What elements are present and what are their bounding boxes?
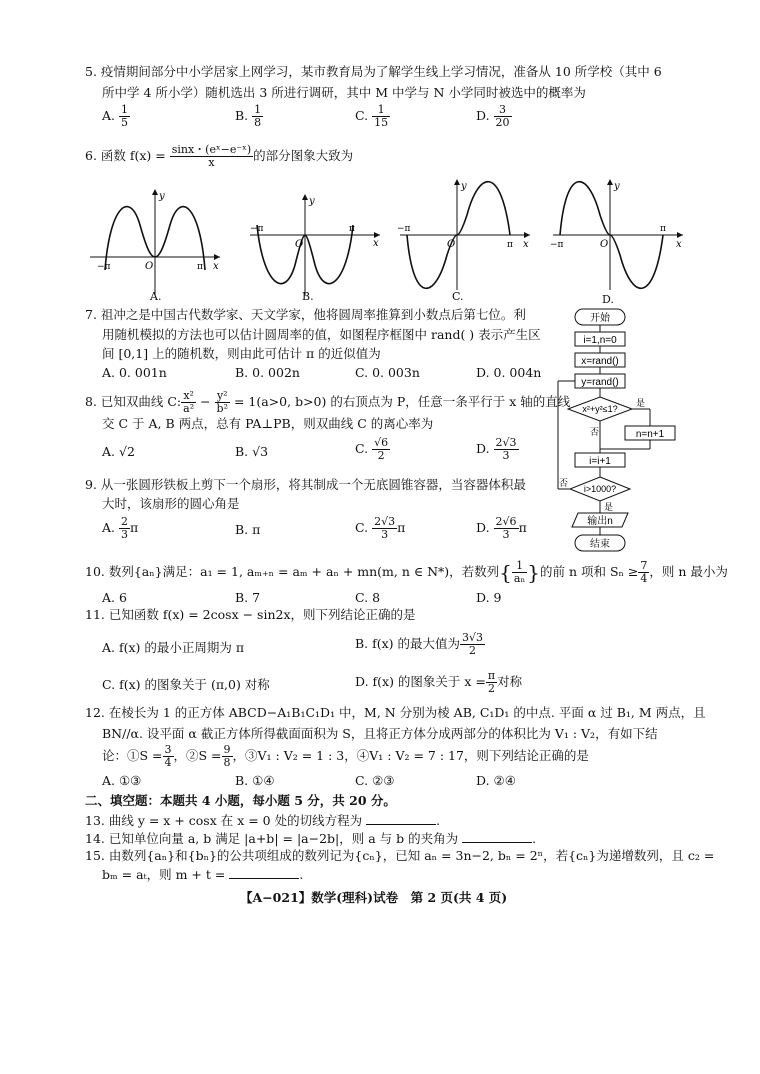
graph-d-label: D. (602, 293, 614, 306)
q12-option-b: B. ①④ (235, 773, 275, 788)
q8-line2: 交 C 于 A, B 两点，总有 PA⊥PB，则双曲线 C 的离心率为 (102, 416, 434, 431)
svg-text:y: y (159, 191, 165, 202)
svg-text:−π: −π (397, 224, 411, 234)
svg-text:否: 否 (559, 478, 569, 488)
q12-line1: 12. 在棱长为 1 的正方体 ABCD−A₁B₁C₁D₁ 中，M, N 分别为棱 AB, C₁D₁ 的中点. 平面 α 过 B₁, M 两点，且 (85, 705, 706, 720)
q10-option-c: C. 8 (355, 590, 381, 605)
q13: 13. 曲线 y = x + cosx 在 x = 0 处的切线方程为 . (85, 813, 441, 828)
q12-option-c: C. ②③ (355, 773, 395, 788)
svg-text:y: y (614, 181, 620, 192)
svg-text:y: y (309, 196, 315, 207)
q5-line1: 5. 疫情期间部分中小学居家上网学习，某市教育局为了解学生线上学习情况，准备从 10 所学校（其中 6 (85, 64, 662, 79)
q7-option-a: A. 0. 001n (102, 365, 167, 380)
svg-text:输出n: 输出n (587, 516, 613, 527)
svg-text:π: π (349, 224, 355, 234)
q15-line1: 15. 由数列{aₙ}和{bₙ}的公共项组成的数列记为{cₙ}，已知 aₙ = 3n−2, bₙ = 2ⁿ，若{cₙ}为递增数列，且 c₂ = (85, 848, 715, 863)
q5-option-a: A. $\frac{1}{5}$ (102, 103, 128, 129)
graph-b (245, 190, 385, 300)
q7-line3: 间 [0,1] 上的随机数，则由此可估计 π 的近似值为 (102, 346, 381, 361)
section-fill-in-heading: 二、填空题：本题共 4 小题，每小题 5 分，共 20 分。 (85, 793, 396, 808)
q15-line2: bₘ = aₜ，则 m + t = . (102, 867, 304, 882)
svg-text:x²+y²≤1?: x²+y²≤1? (582, 404, 618, 414)
q5-option-c: C. $\frac{1}{15}$ (355, 103, 389, 129)
q12-line2: BN//α. 设平面 α 截正方体所得截面面积为 S，且将正方体分成两部分的体积比为 V₁ : V₂，有如下结 (102, 726, 658, 741)
svg-text:x: x (676, 239, 682, 250)
svg-text:π: π (197, 262, 203, 272)
q8-option-b: B. √3 (235, 444, 269, 459)
q10-option-a: A. 6 (102, 590, 127, 605)
svg-text:x=rand(): x=rand() (581, 356, 619, 367)
svg-text:O: O (295, 239, 304, 250)
svg-text:结束: 结束 (590, 539, 610, 550)
q9-option-a: A. $\frac{2}{3}$ π (102, 515, 139, 541)
graph-d (548, 175, 688, 295)
svg-text:π: π (507, 240, 513, 250)
svg-text:i=1,n=0: i=1,n=0 (583, 335, 617, 346)
q7-option-c: C. 0. 003n (355, 365, 420, 380)
graph-a (85, 185, 225, 300)
q5-option-b: B. $\frac{1}{8}$ (235, 103, 262, 129)
graph-c (395, 175, 535, 295)
q14: 14. 已知单位向量 a, b 满足 |a+b| = |a−2b|，则 a 与 b 的夹角为 . (85, 831, 537, 846)
q9-line2: 大时，该扇形的圆心角是 (102, 496, 240, 511)
svg-text:x: x (373, 238, 379, 249)
q9-option-d: D. $\frac{2√6}{3}$ π (476, 515, 527, 541)
q10-option-b: B. 7 (235, 590, 261, 605)
svg-text:是: 是 (604, 502, 614, 512)
svg-text:y=rand(): y=rand() (581, 377, 619, 388)
q8-line1: 8. 已知双曲线 C: $\frac{\text{x²}}{\text{a²}}$ − $\frac{\text{y²}}{\text{b²}}$ = 1(a>0, b>0) 的右顶点为 P，任意一条平行于 x 轴的直线 (85, 389, 571, 415)
q7-option-b: B. 0. 002n (235, 365, 300, 380)
q11-stem: 11. 已知函数 f(x) = 2cosx − sin2x，则下列结论正确的是 (85, 607, 416, 622)
q9-option-b: B. π (235, 522, 261, 537)
page-footer: 【A−021】数学(理科)试卷 第 2 页(共 4 页) (240, 890, 508, 905)
svg-text:y: y (461, 181, 467, 192)
svg-text:O: O (145, 261, 154, 272)
svg-text:π: π (660, 224, 666, 234)
graph-c-label: C. (452, 290, 464, 303)
q7-line2: 用随机模拟的方法也可以估计圆周率的值，如图程序框图中 rand( ) 表示产生区 (102, 327, 541, 342)
flowchart (550, 305, 680, 555)
svg-text:O: O (600, 239, 609, 250)
q11-option-c: C. f(x) 的图象关于 (π,0) 对称 (102, 677, 270, 692)
q10-option-d: D. 9 (476, 590, 502, 605)
svg-text:x: x (213, 261, 219, 272)
svg-text:−π: −π (97, 262, 111, 272)
q12-line3: 论：①S = $\frac{3}{4}$ ，②S = $\frac{9}{8}$ ，③V₁ : V₂ = 1 : 3，④V₁ : V₂ = 7 : 17，则下列结论正确的是 (102, 743, 589, 769)
q10-stem: 10. 数列{aₙ}满足：a₁ = 1, aₘ₊ₙ = aₘ + aₙ + mn(m, n ∈ N*)，若数列{ $\frac{1}{\text{aₙ}}$ }的前 n 项和 Sₙ ≥ $\frac{7}{4}$ ，则 n 最小为 (85, 559, 728, 585)
svg-text:−π: −π (550, 240, 564, 250)
q9-option-c: C. $\frac{2√3}{3}$ π (355, 515, 406, 541)
graph-b-label: B. (302, 290, 314, 303)
q12-option-d: D. ②④ (476, 773, 516, 788)
svg-text:i>1000?: i>1000? (583, 484, 617, 494)
svg-text:否: 否 (590, 427, 600, 437)
q11-option-d: D. f(x) 的图象关于 x = $\frac{\pi}{2}$ 对称 (355, 669, 523, 695)
q8-option-c: C. $\frac{√6}{2}$ (355, 436, 389, 462)
q5-option-d: D. $\frac{3}{20}$ (476, 103, 510, 129)
q12-option-a: A. ①③ (102, 773, 142, 788)
q8-option-d: D. $\frac{2√3}{3}$ (476, 436, 517, 462)
q9-line1: 9. 从一张圆形铁板上剪下一个扇形，将其制成一个无底圆锥容器，当容器体积最 (85, 477, 526, 492)
svg-text:n=n+1: n=n+1 (635, 429, 665, 440)
svg-text:开始: 开始 (590, 313, 610, 324)
svg-text:O: O (447, 239, 456, 250)
q11-option-b: B. f(x) 的最大值为 $\frac{3√3}{2}$ (355, 631, 484, 657)
q7-option-d: D. 0. 004n (476, 365, 542, 380)
graph-a-label: A. (150, 290, 162, 303)
svg-text:−π: −π (250, 224, 264, 234)
q13-answer-blank (366, 812, 436, 825)
q6-stem: 6. 函数 f(x) = $\frac{\text{sinx・(eˣ−e⁻ˣ)}}{x}$ 的部分图象大致为 (85, 143, 354, 169)
svg-text:是: 是 (636, 398, 646, 408)
q11-option-a: A. f(x) 的最小正周期为 π (102, 640, 245, 655)
q5-line2: 所中学 4 所小学）随机选出 3 所进行调研，其中 M 中学与 N 小学同时被选中的概率为 (102, 85, 586, 100)
q15-answer-blank (229, 866, 299, 879)
q14-answer-blank (462, 830, 532, 843)
svg-text:i=i+1: i=i+1 (589, 456, 611, 467)
q8-option-a: A. √2 (102, 444, 135, 459)
svg-text:x: x (523, 239, 529, 250)
q7-line1: 7. 祖冲之是中国古代数学家、天文学家，他将圆周率推算到小数点后第七位。利 (85, 307, 526, 322)
